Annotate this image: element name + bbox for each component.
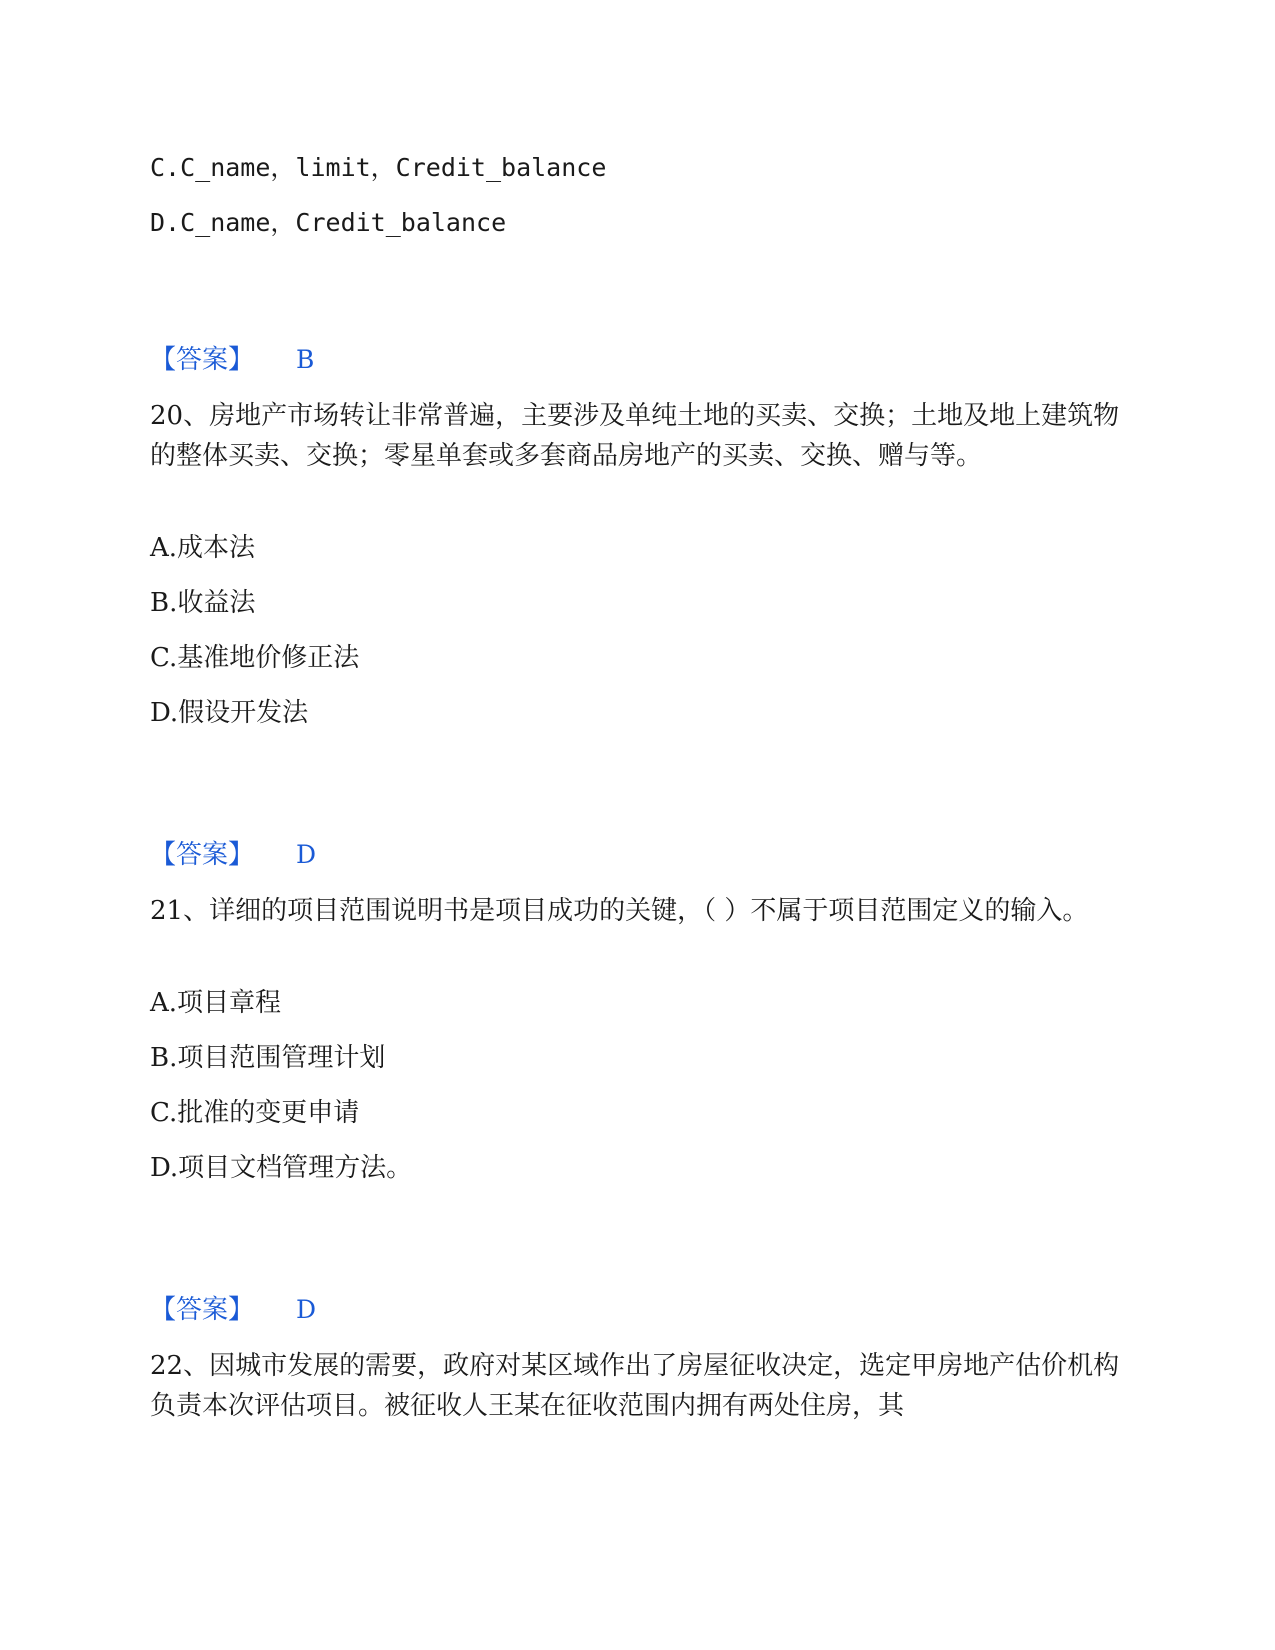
q20-option-b: B.收益法 bbox=[150, 588, 256, 618]
q21-option-c: C.批准的变更申请 bbox=[150, 1098, 360, 1128]
q20-option-c: C.基准地价修正法 bbox=[150, 643, 360, 673]
answer-label: 【答案】 bbox=[150, 840, 255, 870]
q20-option-d: D.假设开发法 bbox=[150, 698, 309, 728]
q21-answer bbox=[150, 1290, 316, 1330]
q20-stem: 20、房地产市场转让非常普遍，主要涉及单纯土地的买卖、交换；土地及地上建筑物的整体买卖、交换；零星单套或多套商品房地产的买卖、交换、赠与等。 bbox=[150, 401, 1120, 471]
q19-option-c: C.C_name，limit，Credit_balance bbox=[150, 153, 607, 182]
q20-option-a: A.成本法 bbox=[150, 533, 256, 563]
q20-answer bbox=[150, 835, 316, 875]
q21-option-a: A.项目章程 bbox=[150, 988, 282, 1018]
answer-value: D bbox=[296, 840, 317, 869]
answer-value: B bbox=[296, 345, 315, 374]
answer-label: 【答案】 bbox=[150, 1295, 255, 1325]
q21-option-b: B.项目范围管理计划 bbox=[150, 1043, 386, 1073]
q19-option-d: D.C_name，Credit_balance bbox=[150, 208, 507, 237]
answer-value: D bbox=[296, 1295, 317, 1324]
q19-answer bbox=[150, 340, 314, 380]
q21-stem: 21、详细的项目范围说明书是项目成功的关键，（ ）不属于项目范围定义的输入。 bbox=[150, 896, 1089, 926]
answer-label: 【答案】 bbox=[150, 345, 255, 375]
q22-stem: 22、因城市发展的需要，政府对某区域作出了房屋征收决定，选定甲房地产估价机构负责本次评估项目。被征收人王某在征收范围内拥有两处住房，其 bbox=[150, 1351, 1120, 1421]
q21-option-d: D.项目文档管理方法。 bbox=[150, 1153, 413, 1183]
